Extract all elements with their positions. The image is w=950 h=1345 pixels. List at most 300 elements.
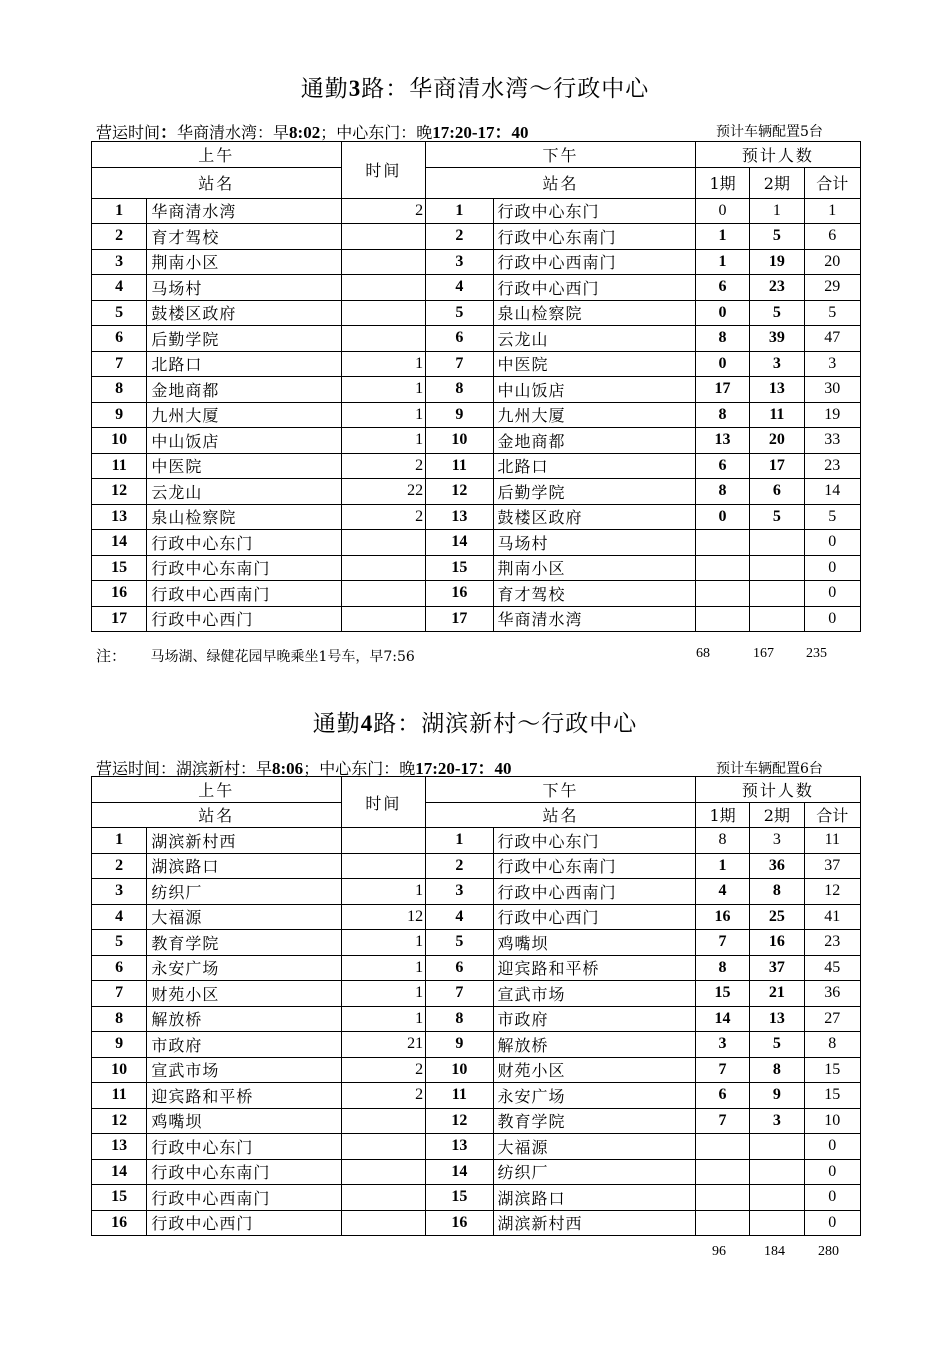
phase1-count xyxy=(695,1159,749,1185)
phase1-count xyxy=(695,530,749,556)
phase2-count: 5 xyxy=(750,300,804,326)
am-time xyxy=(341,275,426,301)
total-count: 0 xyxy=(804,606,860,632)
total-count: 11 xyxy=(804,828,860,854)
route4-vehicle-count: 预计车辆配置6台 xyxy=(716,761,823,777)
am-time xyxy=(341,555,426,581)
pm-stop-number: 15 xyxy=(426,1185,493,1211)
phase1-count: 0 xyxy=(695,351,749,377)
pm-station-name: 马场村 xyxy=(493,530,695,556)
table-row xyxy=(92,428,861,454)
table-row xyxy=(92,504,861,530)
pm-station-name: 中医院 xyxy=(493,351,695,377)
am-station-name: 九州大厦 xyxy=(147,402,341,428)
am-stop-number: 11 xyxy=(92,1083,147,1109)
am-stop-number: 10 xyxy=(92,1057,147,1083)
phase1-count: 3 xyxy=(695,1032,749,1058)
table-row xyxy=(92,275,861,301)
total-count: 15 xyxy=(804,1083,860,1109)
pm-stop-number: 5 xyxy=(426,930,493,956)
phase1-count: 7 xyxy=(695,1057,749,1083)
am-station-name: 行政中心西门 xyxy=(147,606,341,632)
am-time xyxy=(341,1108,426,1134)
am-stop-number: 12 xyxy=(92,479,147,505)
total-count: 12 xyxy=(804,879,860,905)
am-stop-number: 1 xyxy=(92,198,147,224)
table-row xyxy=(92,930,861,956)
total-count: 47 xyxy=(804,326,860,352)
pm-stop-number: 14 xyxy=(426,530,493,556)
am-time: 2 xyxy=(341,198,426,224)
route3-sum-phase2: 167 xyxy=(753,646,774,661)
am-stop-number: 9 xyxy=(92,402,147,428)
table-row xyxy=(92,1159,861,1185)
am-station-name: 宣武市场 xyxy=(147,1057,341,1083)
route3-operating-hours: 营运时间：华商清水湾：早8:02；中心东门：晚17:20-17：40 xyxy=(96,123,529,142)
pm-stop-number: 12 xyxy=(426,1108,493,1134)
table-row xyxy=(92,224,861,250)
am-station-header: 站名 xyxy=(92,167,342,198)
total-count: 0 xyxy=(804,555,860,581)
pm-station-name: 行政中心西门 xyxy=(493,275,695,301)
total-count: 8 xyxy=(804,1032,860,1058)
phase1-count: 13 xyxy=(695,428,749,454)
table-row xyxy=(92,377,861,403)
table-row xyxy=(92,453,861,479)
am-station-name: 中山饭店 xyxy=(147,428,341,454)
pm-stop-number: 4 xyxy=(426,275,493,301)
pm-stop-number: 9 xyxy=(426,402,493,428)
am-time: 1 xyxy=(341,1006,426,1032)
total-count: 27 xyxy=(804,1006,860,1032)
am-stop-number: 16 xyxy=(92,581,147,607)
am-time: 2 xyxy=(341,1057,426,1083)
table-row xyxy=(92,326,861,352)
phase1-count: 6 xyxy=(695,1083,749,1109)
am-time xyxy=(341,581,426,607)
table-row xyxy=(92,300,861,326)
route3-table-body xyxy=(92,142,861,632)
total-header: 合计 xyxy=(804,167,860,198)
table-row xyxy=(92,198,861,224)
total-count: 15 xyxy=(804,1057,860,1083)
total-count: 19 xyxy=(804,402,860,428)
pm-station-name: 宣武市场 xyxy=(493,981,695,1007)
total-count: 30 xyxy=(804,377,860,403)
am-stop-number: 11 xyxy=(92,453,147,479)
phase2-count: 20 xyxy=(750,428,804,454)
pm-stop-number: 2 xyxy=(426,224,493,250)
am-stop-number: 9 xyxy=(92,1032,147,1058)
am-stop-number: 14 xyxy=(92,1159,147,1185)
am-station-name: 中医院 xyxy=(147,453,341,479)
phase2-count: 9 xyxy=(750,1083,804,1109)
phase2-header: 2期 xyxy=(750,802,804,828)
phase1-count: 8 xyxy=(695,955,749,981)
note-label: 注： xyxy=(96,647,127,665)
am-header: 上午 xyxy=(92,777,342,803)
am-station-name: 纺织厂 xyxy=(147,879,341,905)
am-time xyxy=(341,828,426,854)
am-time: 1 xyxy=(341,955,426,981)
total-count: 6 xyxy=(804,224,860,250)
table-row xyxy=(92,981,861,1007)
am-station-name: 解放桥 xyxy=(147,1006,341,1032)
phase2-count: 23 xyxy=(750,275,804,301)
phase1-count: 1 xyxy=(695,853,749,879)
am-station-name: 财苑小区 xyxy=(147,981,341,1007)
phase2-count xyxy=(750,581,804,607)
am-time: 12 xyxy=(341,904,426,930)
am-time xyxy=(341,1159,426,1185)
am-time: 22 xyxy=(341,479,426,505)
pm-header: 下午 xyxy=(426,142,696,168)
am-station-name: 云龙山 xyxy=(147,479,341,505)
pm-stop-number: 6 xyxy=(426,326,493,352)
phase1-count: 0 xyxy=(695,300,749,326)
pm-station-name: 华商清水湾 xyxy=(493,606,695,632)
am-stop-number: 15 xyxy=(92,1185,147,1211)
phase1-count xyxy=(695,555,749,581)
table-row xyxy=(92,1108,861,1134)
table-row xyxy=(92,904,861,930)
am-time: 1 xyxy=(341,981,426,1007)
phase2-count: 5 xyxy=(750,224,804,250)
route4-title: 通勤4路：湖滨新村～行政中心 xyxy=(312,711,638,737)
am-stop-number: 7 xyxy=(92,351,147,377)
pm-station-name: 湖滨新村西 xyxy=(493,1210,695,1236)
am-time: 21 xyxy=(341,1032,426,1058)
phase2-count: 13 xyxy=(750,377,804,403)
pm-station-name: 行政中心东南门 xyxy=(493,224,695,250)
phase1-count xyxy=(695,1210,749,1236)
route3-title: 通勤3路：华商清水湾～行政中心 xyxy=(300,76,650,102)
route4-table-body xyxy=(92,777,861,1236)
table-row xyxy=(92,479,861,505)
pm-stop-number: 17 xyxy=(426,606,493,632)
pm-stop-number: 1 xyxy=(426,828,493,854)
am-station-name: 湖滨路口 xyxy=(147,853,341,879)
am-time xyxy=(341,249,426,275)
route3-sum-total: 235 xyxy=(806,646,827,661)
total-count: 0 xyxy=(804,530,860,556)
pm-station-name: 迎宾路和平桥 xyxy=(493,955,695,981)
table-row xyxy=(92,402,861,428)
table-row xyxy=(92,853,861,879)
phase2-count xyxy=(750,1159,804,1185)
am-station-name: 行政中心东南门 xyxy=(147,1159,341,1185)
table-row xyxy=(92,879,861,905)
am-station-name: 行政中心西南门 xyxy=(147,1185,341,1211)
am-stop-number: 5 xyxy=(92,300,147,326)
phase2-count: 36 xyxy=(750,853,804,879)
table-row xyxy=(92,555,861,581)
am-header: 上午 xyxy=(92,142,342,168)
total-count: 1 xyxy=(804,198,860,224)
am-station-name: 市政府 xyxy=(147,1032,341,1058)
am-time: 2 xyxy=(341,504,426,530)
pm-stop-number: 10 xyxy=(426,428,493,454)
am-time xyxy=(341,1210,426,1236)
total-count: 0 xyxy=(804,1210,860,1236)
am-station-name: 行政中心西南门 xyxy=(147,581,341,607)
am-stop-number: 8 xyxy=(92,1006,147,1032)
phase2-count: 25 xyxy=(750,904,804,930)
am-stop-number: 16 xyxy=(92,1210,147,1236)
note-text: 马场湖、绿健花园早晚乘坐1号车，早7:56 xyxy=(150,649,415,665)
table-row xyxy=(92,351,861,377)
pm-station-name: 行政中心东门 xyxy=(493,198,695,224)
am-time xyxy=(341,224,426,250)
am-time xyxy=(341,1185,426,1211)
am-stop-number: 4 xyxy=(92,904,147,930)
phase1-count: 6 xyxy=(695,275,749,301)
pm-station-name: 泉山检察院 xyxy=(493,300,695,326)
total-count: 0 xyxy=(804,1134,860,1160)
table-row xyxy=(92,1057,861,1083)
total-count: 41 xyxy=(804,904,860,930)
table-row xyxy=(92,530,861,556)
time-header: 时间 xyxy=(341,777,426,828)
total-count: 33 xyxy=(804,428,860,454)
phase2-count: 21 xyxy=(750,981,804,1007)
table-row xyxy=(92,249,861,275)
phase1-count: 0 xyxy=(695,198,749,224)
phase2-count: 11 xyxy=(750,402,804,428)
pm-station-name: 荆南小区 xyxy=(493,555,695,581)
phase1-count: 7 xyxy=(695,930,749,956)
am-stop-number: 13 xyxy=(92,1134,147,1160)
phase1-count: 0 xyxy=(695,504,749,530)
total-header: 合计 xyxy=(804,802,860,828)
total-count: 5 xyxy=(804,504,860,530)
total-count: 37 xyxy=(804,853,860,879)
table-row xyxy=(92,1185,861,1211)
phase2-count: 8 xyxy=(750,879,804,905)
phase1-count: 8 xyxy=(695,326,749,352)
pm-stop-number: 8 xyxy=(426,1006,493,1032)
am-stop-number: 12 xyxy=(92,1108,147,1134)
pm-stop-number: 2 xyxy=(426,853,493,879)
am-station-name: 大福源 xyxy=(147,904,341,930)
am-time: 2 xyxy=(341,453,426,479)
pm-stop-number: 1 xyxy=(426,198,493,224)
am-stop-number: 1 xyxy=(92,828,147,854)
am-station-name: 马场村 xyxy=(147,275,341,301)
am-time xyxy=(341,300,426,326)
phase2-count: 3 xyxy=(750,1108,804,1134)
pm-station-header: 站名 xyxy=(426,802,696,828)
pm-stop-number: 3 xyxy=(426,249,493,275)
phase1-count: 1 xyxy=(695,224,749,250)
table-row xyxy=(92,1006,861,1032)
pm-station-name: 云龙山 xyxy=(493,326,695,352)
am-time: 1 xyxy=(341,402,426,428)
pm-station-name: 鼓楼区政府 xyxy=(493,504,695,530)
am-time xyxy=(341,530,426,556)
pm-stop-number: 11 xyxy=(426,453,493,479)
am-time xyxy=(341,606,426,632)
am-time: 2 xyxy=(341,1083,426,1109)
phase2-count xyxy=(750,555,804,581)
pm-station-name: 金地商都 xyxy=(493,428,695,454)
pm-station-name: 永安广场 xyxy=(493,1083,695,1109)
phase2-count: 1 xyxy=(750,198,804,224)
am-time xyxy=(341,853,426,879)
phase2-count: 39 xyxy=(750,326,804,352)
am-stop-number: 15 xyxy=(92,555,147,581)
am-station-name: 迎宾路和平桥 xyxy=(147,1083,341,1109)
phase2-count xyxy=(750,530,804,556)
am-station-name: 行政中心东门 xyxy=(147,530,341,556)
route4-sum-phase2: 184 xyxy=(764,1244,785,1259)
phase2-header: 2期 xyxy=(750,167,804,198)
am-time: 1 xyxy=(341,351,426,377)
pm-station-header: 站名 xyxy=(426,167,696,198)
phase1-header: 1期 xyxy=(695,802,749,828)
am-station-name: 北路口 xyxy=(147,351,341,377)
phase2-count: 5 xyxy=(750,1032,804,1058)
pm-stop-number: 8 xyxy=(426,377,493,403)
am-time: 1 xyxy=(341,930,426,956)
pm-station-name: 行政中心东门 xyxy=(493,828,695,854)
total-count: 0 xyxy=(804,1159,860,1185)
pm-station-name: 教育学院 xyxy=(493,1108,695,1134)
total-count: 14 xyxy=(804,479,860,505)
am-station-name: 育才驾校 xyxy=(147,224,341,250)
phase1-header: 1期 xyxy=(695,167,749,198)
pm-stop-number: 3 xyxy=(426,879,493,905)
am-time xyxy=(341,1134,426,1160)
am-stop-number: 17 xyxy=(92,606,147,632)
phase1-count: 1 xyxy=(695,249,749,275)
am-time: 1 xyxy=(341,428,426,454)
route3-sum-phase1: 68 xyxy=(696,646,710,661)
pm-station-name: 行政中心西南门 xyxy=(493,249,695,275)
phase2-count: 3 xyxy=(750,828,804,854)
am-stop-number: 2 xyxy=(92,224,147,250)
pm-station-name: 纺织厂 xyxy=(493,1159,695,1185)
phase1-count: 14 xyxy=(695,1006,749,1032)
table-row xyxy=(92,606,861,632)
pm-station-name: 鸡嘴坝 xyxy=(493,930,695,956)
am-stop-number: 3 xyxy=(92,249,147,275)
am-stop-number: 3 xyxy=(92,879,147,905)
pm-station-name: 解放桥 xyxy=(493,1032,695,1058)
pm-stop-number: 16 xyxy=(426,1210,493,1236)
pm-stop-number: 4 xyxy=(426,904,493,930)
pm-station-name: 湖滨路口 xyxy=(493,1185,695,1211)
phase2-count: 17 xyxy=(750,453,804,479)
pm-station-name: 育才驾校 xyxy=(493,581,695,607)
time-header: 时间 xyxy=(341,142,426,199)
am-time: 1 xyxy=(341,879,426,905)
am-time xyxy=(341,326,426,352)
pm-station-name: 后勤学院 xyxy=(493,479,695,505)
pm-station-name: 行政中心西南门 xyxy=(493,879,695,905)
table-row xyxy=(92,1134,861,1160)
am-stop-number: 7 xyxy=(92,981,147,1007)
table-row xyxy=(92,828,861,854)
am-station-name: 泉山检察院 xyxy=(147,504,341,530)
phase2-count: 8 xyxy=(750,1057,804,1083)
pm-station-name: 九州大厦 xyxy=(493,402,695,428)
table-row xyxy=(92,581,861,607)
route4-operating-hours: 营运时间：湖滨新村：早8:06；中心东门：晚17:20-17：40 xyxy=(96,759,512,778)
am-stop-number: 4 xyxy=(92,275,147,301)
am-station-header: 站名 xyxy=(92,802,342,828)
am-station-name: 湖滨新村西 xyxy=(147,828,341,854)
phase1-count: 4 xyxy=(695,879,749,905)
phase1-count: 7 xyxy=(695,1108,749,1134)
pm-stop-number: 13 xyxy=(426,1134,493,1160)
pm-station-name: 北路口 xyxy=(493,453,695,479)
am-stop-number: 6 xyxy=(92,326,147,352)
am-stop-number: 5 xyxy=(92,930,147,956)
am-station-name: 教育学院 xyxy=(147,930,341,956)
am-station-name: 永安广场 xyxy=(147,955,341,981)
phase2-count xyxy=(750,1185,804,1211)
phase1-count: 6 xyxy=(695,453,749,479)
am-station-name: 鼓楼区政府 xyxy=(147,300,341,326)
table-row xyxy=(92,955,861,981)
total-count: 29 xyxy=(804,275,860,301)
phase2-count: 13 xyxy=(750,1006,804,1032)
pm-stop-number: 14 xyxy=(426,1159,493,1185)
phase2-count: 37 xyxy=(750,955,804,981)
am-stop-number: 14 xyxy=(92,530,147,556)
pm-stop-number: 12 xyxy=(426,479,493,505)
total-count: 0 xyxy=(804,1185,860,1211)
total-count: 20 xyxy=(804,249,860,275)
phase2-count xyxy=(750,1134,804,1160)
pm-stop-number: 7 xyxy=(426,351,493,377)
am-station-name: 后勤学院 xyxy=(147,326,341,352)
total-count: 23 xyxy=(804,453,860,479)
total-count: 45 xyxy=(804,955,860,981)
am-station-name: 行政中心西门 xyxy=(147,1210,341,1236)
pm-stop-number: 16 xyxy=(426,581,493,607)
pm-station-name: 财苑小区 xyxy=(493,1057,695,1083)
route3-schedule-table xyxy=(91,141,861,632)
phase1-count: 17 xyxy=(695,377,749,403)
phase2-count xyxy=(750,1210,804,1236)
phase1-count xyxy=(695,606,749,632)
pm-station-name: 市政府 xyxy=(493,1006,695,1032)
phase2-count xyxy=(750,606,804,632)
phase1-count: 15 xyxy=(695,981,749,1007)
pm-station-name: 行政中心东南门 xyxy=(493,853,695,879)
table-row xyxy=(92,1210,861,1236)
pm-stop-number: 5 xyxy=(426,300,493,326)
pm-station-name: 行政中心西门 xyxy=(493,904,695,930)
am-stop-number: 2 xyxy=(92,853,147,879)
phase2-count: 5 xyxy=(750,504,804,530)
am-station-name: 鸡嘴坝 xyxy=(147,1108,341,1134)
pm-stop-number: 6 xyxy=(426,955,493,981)
am-stop-number: 6 xyxy=(92,955,147,981)
phase1-count xyxy=(695,1134,749,1160)
phase1-count xyxy=(695,1185,749,1211)
phase1-count: 8 xyxy=(695,828,749,854)
pm-stop-number: 13 xyxy=(426,504,493,530)
pm-station-name: 中山饭店 xyxy=(493,377,695,403)
table-row xyxy=(92,1032,861,1058)
pm-stop-number: 11 xyxy=(426,1083,493,1109)
total-count: 0 xyxy=(804,581,860,607)
route4-sum-phase1: 96 xyxy=(712,1244,726,1259)
phase1-count: 8 xyxy=(695,479,749,505)
